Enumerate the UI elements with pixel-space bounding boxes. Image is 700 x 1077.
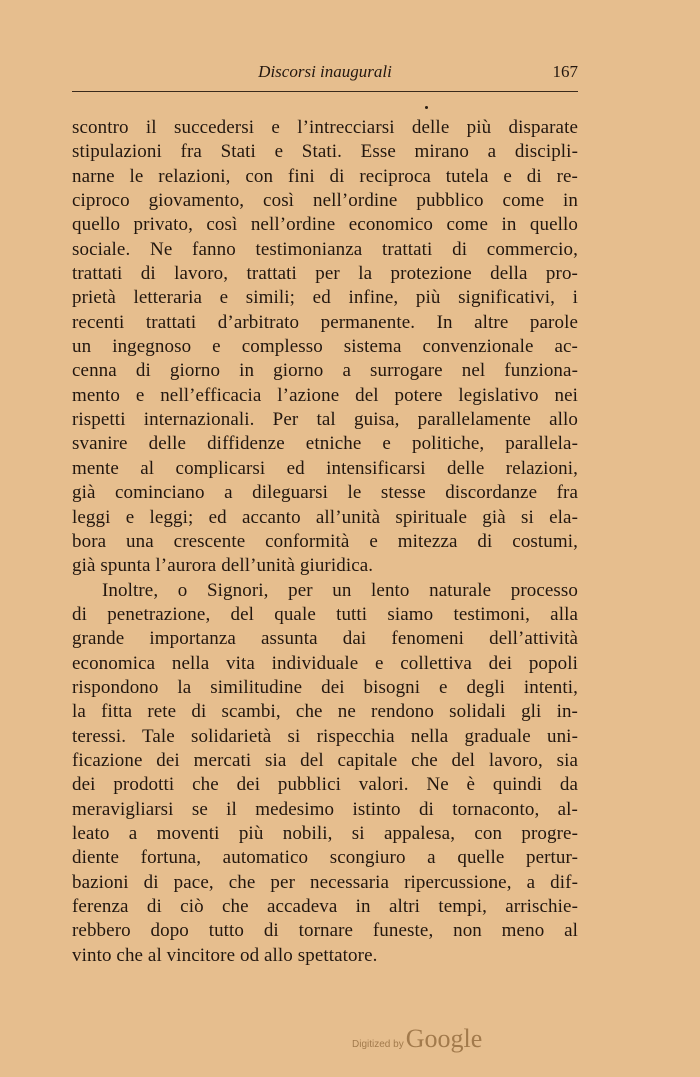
text-line: grande importanza assunta dai fenomeni dell’attività xyxy=(72,628,578,650)
text-line: ciproco giovamento, così nell’ordine pubblico come in xyxy=(72,190,578,212)
text-line: ficazione dei mercati sia del capitale che del lavoro, sia xyxy=(72,749,578,771)
text-line: cenna di giorno in giorno a surrogare nel funziona- xyxy=(72,360,578,382)
header-rule xyxy=(72,91,578,92)
text-line: vinto che al vincitore od allo spettatore. xyxy=(72,944,378,966)
text-line: svanire delle diffidenze etniche e politiche, parallela- xyxy=(72,433,578,455)
text-line: economica nella vita individuale e collettiva dei popoli xyxy=(72,652,578,674)
text-line: mento e nell’efficacia l’azione del potere legislativo nei xyxy=(72,384,578,406)
watermark-brand: Google xyxy=(405,1024,483,1053)
text-line: rispondono la similitudine dei bisogni e degli intenti, xyxy=(72,676,578,698)
text-line: stipulazioni fra Stati e Stati. Esse mirano a discipli- xyxy=(72,141,578,163)
text-line: la fitta rete di scambi, che ne rendono solidali gli in- xyxy=(72,701,578,723)
text-line: bora una crescente conformità e mitezza di costumi, xyxy=(72,530,578,552)
text-line: leato a moventi più nobili, si appalesa, con progre- xyxy=(72,822,578,844)
text-line: un ingegnoso e complesso sistema convenzionale ac- xyxy=(72,336,578,358)
text-line: prietà letteraria e simili; ed infine, più significativi, i xyxy=(72,287,578,309)
text-line: bazioni di pace, che per necessaria ripercussione, a dif- xyxy=(72,871,578,893)
text-line: scontro il succedersi e l’intrecciarsi delle più disparate xyxy=(72,117,578,138)
text-line: narne le relazioni, con fini di reciproca tutela e di re- xyxy=(72,165,578,187)
text-line: ferenza di ciò che accadeva in altri tempi, arrischie- xyxy=(72,896,578,917)
text-line: meravigliarsi se il medesimo istinto di tornaconto, al- xyxy=(72,798,578,820)
page-number: 167 xyxy=(552,62,578,81)
text-line: diente fortuna, automatico scongiuro a quelle pertur- xyxy=(72,847,578,869)
text-line: rispetti internazionali. Per tal guisa, parallelamente allo xyxy=(72,409,578,431)
text-line: Inoltre, o Signori, per un lento naturale processo xyxy=(102,579,578,601)
text-line: teressi. Tale solidarietà si rispecchia nella graduale uni- xyxy=(72,725,578,747)
text-line: recenti trattati d’arbitrato permanente. In altre parole xyxy=(72,311,578,333)
running-head xyxy=(72,60,578,86)
body-text xyxy=(72,116,578,968)
text-line: mente al complicarsi ed intensificarsi delle relazioni, xyxy=(72,457,578,479)
text-line: trattati di lavoro, trattati per la protezione della pro- xyxy=(72,263,578,285)
text-line: di penetrazione, del quale tutti siamo testimoni, alla xyxy=(72,603,578,625)
print-speck xyxy=(425,106,428,109)
text-line: già cominciano a dileguarsi le stesse discordanze fra xyxy=(72,482,578,504)
text-line: leggi e leggi; ed accanto all’unità spirituale già si ela- xyxy=(72,506,578,528)
text-line: dei prodotti che dei pubblici valori. Ne è quindi da xyxy=(72,774,578,796)
digitized-by-google-watermark xyxy=(352,1024,482,1054)
text-line: rebbero dopo tutto di tornare funeste, non meno al xyxy=(72,920,578,942)
text-line: già spunta l’aurora dell’unità giuridica. xyxy=(72,555,374,577)
text-line: sociale. Ne fanno testimonianza trattati di commercio, xyxy=(72,238,578,260)
watermark-prefix: Digitized by xyxy=(352,1039,404,1050)
running-head-title: Discorsi inaugurali xyxy=(258,62,392,81)
text-line: quello privato, così nell’ordine economico come in quello xyxy=(72,214,578,236)
